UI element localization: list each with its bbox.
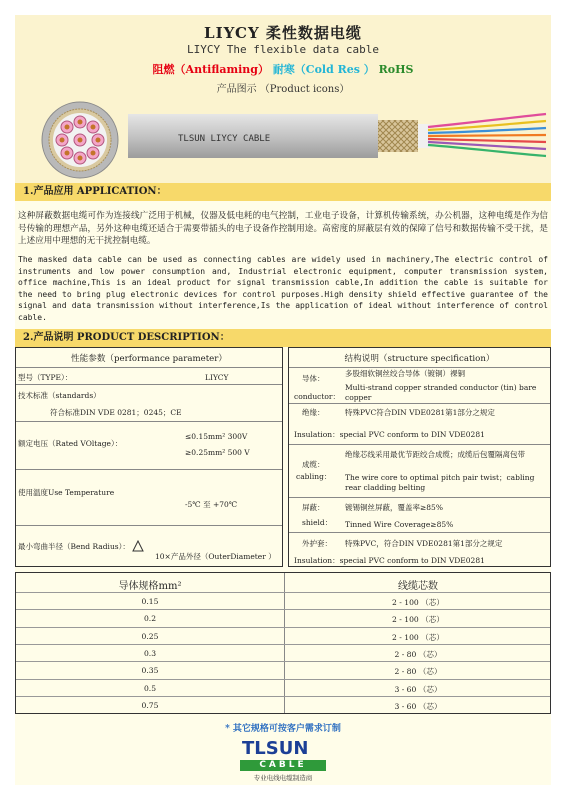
spec-cores-cell: 2 - 100 （芯） bbox=[392, 598, 444, 607]
divider bbox=[16, 469, 282, 470]
bend-radius-value: 10×产品外径（OuterDiameter ） bbox=[155, 552, 276, 561]
logo-tlsun-text: TLSUN bbox=[242, 738, 309, 759]
spec-size-cell: 0.5 bbox=[143, 683, 157, 693]
spec-cores-cell: 2 - 80 （芯） bbox=[394, 649, 442, 659]
jacket-en: Insulation：special PVC conform to DIN VDE0281 bbox=[294, 556, 485, 565]
spec-size-cell: 0.35 bbox=[141, 666, 159, 676]
spec-cores-cell: 3 - 60 （芯） bbox=[394, 701, 442, 711]
conductor-cn: 多股细软铜丝绞合导体（镀铜）裸铜 bbox=[345, 369, 465, 378]
spec-size-cell: 0.25 bbox=[141, 631, 159, 641]
conductor-label-en: conductor： bbox=[294, 392, 340, 401]
spec-cores-cell: 2 - 100 （芯） bbox=[392, 632, 444, 642]
divider bbox=[289, 367, 550, 368]
cable-side-image bbox=[128, 100, 548, 170]
divider bbox=[16, 525, 282, 526]
table-row bbox=[16, 627, 550, 645]
divider bbox=[289, 532, 550, 533]
description-heading: 2.产品说明 PRODUCT DESCRIPTION： bbox=[15, 329, 551, 347]
cold-resistant-badge: 耐寒（Cold Res ） bbox=[272, 63, 375, 76]
insulation-cn: 特殊PVC符合DIN VDE0281第1部分之规定 bbox=[345, 408, 495, 417]
jacket-label: 外护套： bbox=[302, 539, 332, 548]
conductor-label: 导体： bbox=[302, 374, 325, 383]
table-row bbox=[16, 644, 550, 662]
structure-header: 结构说明（structure specification） bbox=[344, 354, 495, 364]
performance-header: 性能参数（performance parameter） bbox=[71, 354, 227, 364]
spec-size-cell: 0.3 bbox=[143, 648, 157, 658]
divider bbox=[289, 497, 550, 498]
conductor-en: Multi-strand copper stranded conductor (tin) bare copper bbox=[345, 383, 537, 402]
spec-col-size: 导体规格mm² bbox=[118, 581, 182, 592]
table-row bbox=[16, 679, 550, 697]
cable-print-text: TLSUN LIYCY CABLE bbox=[178, 134, 271, 144]
divider bbox=[289, 403, 550, 404]
custom-spec-note: * 其它规格可按客户需求订制 bbox=[225, 724, 341, 734]
shield-cn: 镀锡铜丝屏蔽，覆盖率≥85% bbox=[345, 503, 443, 512]
cabling-en: The wire core to optimal pitch pair twist；cabling rear cladding belting bbox=[345, 473, 535, 492]
voltage-value-low: ≤0.15mm² 300V bbox=[185, 432, 248, 441]
application-text-en: The masked data cable can be used as connecting cables are widely used in machinery,The electric control of instruments and low power consumption and, Industrial electronic equipment, computer transmission system, office machine,This is an ideal product for signal transmission cable,In addition the cable is suitable for the need to bring plug electronic devices for control purposes.High density shield effective guarantee of the signal and data transmission without interference,Is the application of ideal without interference of control cable. bbox=[18, 255, 548, 322]
spec-table bbox=[15, 572, 551, 714]
type-value: LIYCY bbox=[205, 373, 229, 382]
table-row bbox=[16, 592, 550, 610]
jacket-cn: 特殊PVC，符合DIN VDE0281第1部分之规定 bbox=[345, 539, 503, 548]
table-row bbox=[16, 609, 550, 627]
spec-col-cores: 线缆芯数 bbox=[398, 581, 438, 592]
divider bbox=[16, 384, 282, 385]
application-heading: 1.产品应用 APPLICATION： bbox=[15, 183, 551, 201]
insulation-label: 绝缘： bbox=[302, 408, 325, 417]
spec-cores-cell: 3 - 60 （芯） bbox=[394, 684, 442, 694]
temperature-value: -5℃ 至 +70℃ bbox=[185, 500, 238, 509]
spec-size-cell: 0.75 bbox=[141, 700, 159, 710]
shield-label: 屏蔽： bbox=[302, 503, 325, 512]
type-label: 型号（TYPE）： bbox=[18, 373, 73, 382]
standards-value: 符合标准DIN VDE 0281；0245；CE bbox=[50, 408, 182, 417]
feature-badges bbox=[0, 61, 566, 77]
cabling-label-en: cabling： bbox=[296, 472, 332, 481]
page-title: LIYCY 柔性数据电缆 bbox=[204, 24, 362, 42]
spec-cores-cell: 2 - 100 （芯） bbox=[392, 615, 444, 625]
cabling-cn: 绝缘芯线采用最优节距绞合成缆；成缆后包覆隔离包带 bbox=[345, 450, 525, 459]
shield-en: Tinned Wire Coverage≥85% bbox=[345, 520, 454, 529]
application-text-cn: 这种屏蔽数据电缆可作为连接线广泛用于机械，仪器及低电耗的电气控制，工业电子设备，计算机传输系统，办公机器，这种电缆是作为信号传输的理想产品，另外这种电缆还适合于需要带插头的电子设备作控制用途。高密度的屏蔽层有效的保障了信号和数据传输不受干扰，是上述应用中理想的无干扰控制电缆。 bbox=[18, 211, 548, 246]
table-row bbox=[16, 661, 550, 679]
voltage-label: 额定电压（Rated VOltage）： bbox=[18, 439, 123, 448]
spec-size-cell: 0.2 bbox=[143, 614, 157, 624]
logo-tagline: 专业电线电缆制造商 bbox=[253, 774, 313, 782]
shield-label-en: shield： bbox=[302, 518, 333, 527]
divider bbox=[289, 444, 550, 445]
bend-radius-icon bbox=[132, 540, 144, 552]
voltage-value-high: ≥0.25mm² 500 V bbox=[185, 448, 250, 457]
insulation-en: Insulation：special PVC conform to DIN VDE0281 bbox=[294, 430, 485, 439]
divider bbox=[16, 421, 282, 422]
table-row bbox=[16, 696, 550, 714]
product-icons-caption: 产品图示 （Product icons） bbox=[216, 84, 350, 95]
rohs-badge: RoHS bbox=[378, 63, 414, 76]
page-subtitle: LIYCY The flexible data cable bbox=[186, 43, 380, 56]
cabling-label: 成缆： bbox=[302, 460, 325, 469]
antiflaming-badge: 阻燃（Antiflaming） bbox=[152, 63, 269, 76]
company-logo bbox=[240, 738, 326, 784]
temperature-label: 使用温度Use Temperature bbox=[18, 488, 115, 497]
spec-cores-cell: 2 - 80 （芯） bbox=[394, 667, 442, 677]
cable-cross-section-image bbox=[40, 100, 120, 180]
divider bbox=[16, 367, 282, 368]
bend-radius-label: 最小弯曲半径（Bend Radius）： bbox=[18, 542, 130, 551]
logo-cable-text: CABLE bbox=[240, 760, 326, 771]
standards-label: 技术标准（standards） bbox=[18, 391, 101, 400]
spec-size-cell: 0.15 bbox=[141, 597, 159, 606]
